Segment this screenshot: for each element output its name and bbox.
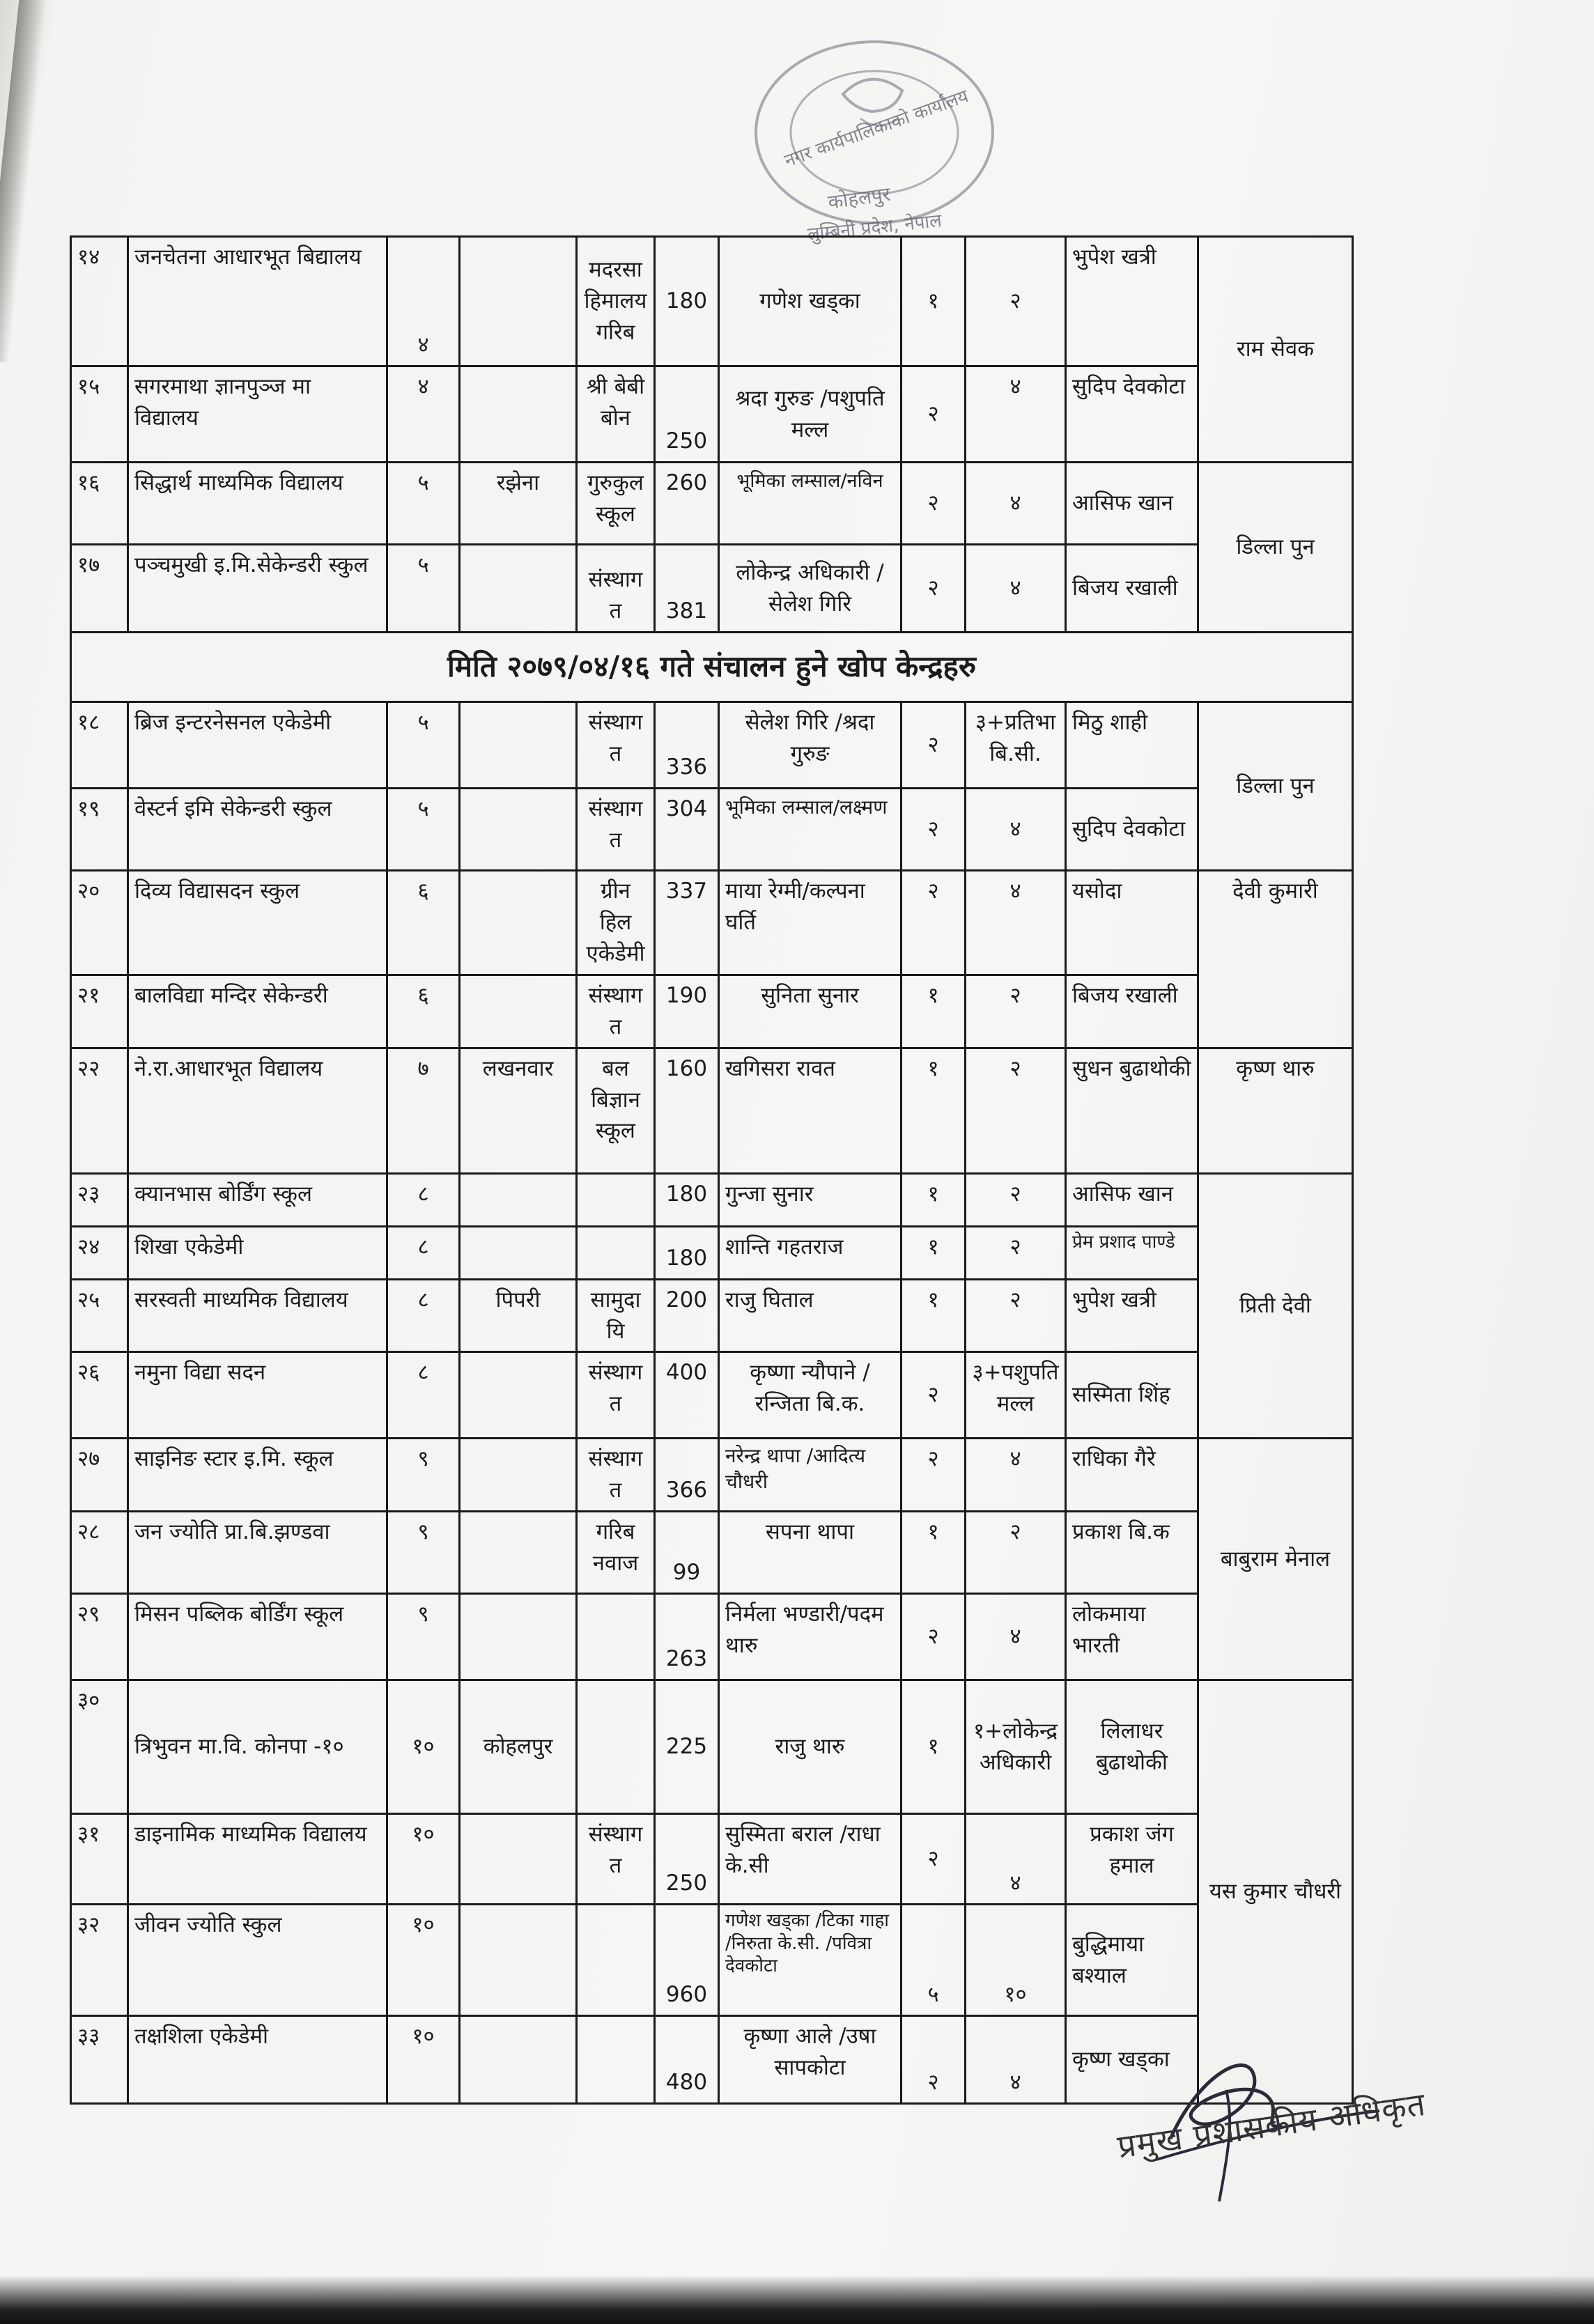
section-heading: मिति २०७९/०४/१६ गते संचालन हुने खोप केन्द्रहरु [71,633,1353,702]
supervisor: भुपेश खत्री [1066,1279,1198,1352]
supervisor: प्रकाश जंग हमाल [1066,1814,1198,1905]
serial-number: १८ [71,702,128,788]
student-count: 250 [655,1814,719,1905]
ward-number: ८ [387,1352,460,1439]
volunteer-count: ३+प्रतिभा बि.सी. [966,702,1066,788]
coordinator: देवी कुमारी [1198,870,1353,1048]
ward-number: १० [387,1680,460,1814]
vaccinator-count: १ [902,1512,966,1594]
municipality-seal-stamp [725,28,1017,258]
ward-number: ९ [387,1512,460,1594]
table-row [71,870,1353,975]
vaccinator-count: २ [902,1352,966,1439]
vaccinator-count: २ [902,1594,966,1680]
supervisor: आसिफ खान [1066,1173,1198,1226]
supervisor: प्रकाश बि.क [1066,1512,1198,1594]
student-count: 336 [655,702,719,788]
vaccinator-count: २ [902,702,966,788]
linked-school: संस्थागत [577,1814,655,1905]
serial-number: १७ [71,545,128,633]
place [460,237,577,366]
school-name: सगरमाथा ज्ञानपुञ्ज मा विद्यालय [128,366,387,463]
student-count: 180 [655,1226,719,1279]
student-count: 381 [655,545,719,633]
place: लखनवार [460,1048,577,1173]
student-count: 366 [655,1439,719,1512]
supervisor: लोकमाया भारती [1066,1594,1198,1680]
serial-number: ३१ [71,1814,128,1905]
school-name: शिखा एकेडेमी [128,1226,387,1279]
vaccinator-count: १ [902,975,966,1048]
vaccinator-names: सुस्मिता बराल /राधा के.सी [719,1814,902,1905]
coordinator: डिल्ला पुन [1198,463,1353,633]
supervisor: आसिफ खान [1066,463,1198,545]
coordinator: बाबुराम मेनाल [1198,1439,1353,1680]
table-row [71,1279,1353,1352]
student-count: 250 [655,366,719,463]
table-row [71,1439,1353,1512]
place [460,870,577,975]
ward-number: ९ [387,1439,460,1512]
school-name: ब्रिज इन्टरनेसनल एकेडेमी [128,702,387,788]
coordinator: प्रिती देवी [1198,1173,1353,1439]
vaccinator-count: २ [902,1814,966,1905]
serial-number: २३ [71,1173,128,1226]
vaccinator-names: कृष्णा न्यौपाने /रन्जिता बि.क. [719,1352,902,1439]
table-row [71,1226,1353,1279]
volunteer-count: ४ [966,463,1066,545]
table-row [71,975,1353,1048]
linked-school [577,1680,655,1814]
school-name: क्यानभास बोर्डिंग स्कूल [128,1173,387,1226]
seal-text-1: नगर कार्यपालिकाको कार्यालय [782,86,972,172]
table-row [71,1905,1353,2016]
school-name: ने.रा.आधारभूत विद्यालय [128,1048,387,1173]
vaccinator-names: गुन्जा सुनार [719,1173,902,1226]
vaccinator-names: नरेन्द्र थापा /आदित्य चौधरी [719,1439,902,1512]
ward-number: ६ [387,870,460,975]
linked-school: गुरुकुल स्कूल [577,463,655,545]
place [460,975,577,1048]
coordinator: डिल्ला पुन [1198,702,1353,870]
school-name: जीवन ज्योति स्कुल [128,1905,387,2016]
place [460,1905,577,2016]
linked-school [577,1173,655,1226]
volunteer-count: १० [966,1905,1066,2016]
student-count: 260 [655,463,719,545]
vaccinator-names: सपना थापा [719,1512,902,1594]
volunteer-count: २ [966,237,1066,366]
serial-number: १५ [71,366,128,463]
table-row [71,1048,1353,1173]
place [460,1439,577,1512]
ward-number: १० [387,1905,460,2016]
serial-number: २० [71,870,128,975]
serial-number: ३३ [71,2016,128,2104]
linked-school [577,2016,655,2104]
supervisor: भुपेश खत्री [1066,237,1198,366]
ward-number: ४ [387,366,460,463]
volunteer-count: ४ [966,366,1066,463]
school-name: दिव्य विद्यासदन स्कुल [128,870,387,975]
volunteer-count: ४ [966,2016,1066,2104]
vaccinator-count: २ [902,1439,966,1512]
serial-number: २८ [71,1512,128,1594]
volunteer-count: २ [966,1512,1066,1594]
seal-text-2: कोहलपुर [826,182,892,214]
supervisor: कृष्ण खड्का [1066,2016,1198,2104]
vaccinator-count: १ [902,1048,966,1173]
school-name: जन ज्योति प्रा.बि.झण्डवा [128,1512,387,1594]
vaccinator-names: भूमिका लम्साल/लक्ष्मण [719,788,902,870]
signatory-title: प्रमुख प्रशासकीय अधिकृत [1115,2084,1428,2166]
student-count: 480 [655,2016,719,2104]
coordinator: यस कुमार चौधरी [1198,1680,1353,2104]
vaccinator-names: सुनिता सुनार [719,975,902,1048]
place [460,1352,577,1439]
serial-number: १९ [71,788,128,870]
table-row [71,237,1353,366]
vaccinator-names: शान्ति गहतराज [719,1226,902,1279]
ward-number: ६ [387,975,460,1048]
school-name: त्रिभुवन मा.वि. कोनपा -१० [128,1680,387,1814]
volunteer-count: २ [966,1279,1066,1352]
volunteer-count: ३+पशुपति मल्ल [966,1352,1066,1439]
student-count: 99 [655,1512,719,1594]
ward-number: ५ [387,788,460,870]
volunteer-count: २ [966,1226,1066,1279]
supervisor: सुधन बुढाथोकी [1066,1048,1198,1173]
student-count: 960 [655,1905,719,2016]
school-name: मिसन पब्लिक बोर्डिंग स्कूल [128,1594,387,1680]
place: कोहलपुर [460,1680,577,1814]
vaccinator-names: राजु घिताल [719,1279,902,1352]
table-row [71,366,1353,463]
ward-number: ५ [387,545,460,633]
school-name: डाइनामिक माध्यमिक विद्यालय [128,1814,387,1905]
place [460,1814,577,1905]
supervisor: यसोदा [1066,870,1198,975]
volunteer-count: ४ [966,870,1066,975]
volunteer-count: २ [966,1173,1066,1226]
ward-number: ४ [387,237,460,366]
vaccinator-names: कृष्णा आले /उषा सापकोटा [719,2016,902,2104]
linked-school: संस्थागत [577,545,655,633]
vaccinator-names: श्रदा गुरुङ /पशुपति मल्ल [719,366,902,463]
coordinator: कृष्ण थारु [1198,1048,1353,1173]
ward-number: ५ [387,702,460,788]
linked-school: श्री बेबी बोन [577,366,655,463]
ward-number: ५ [387,463,460,545]
vaccinator-names: गणेश खड्का [719,237,902,366]
vaccinator-count: १ [902,1173,966,1226]
student-count: 400 [655,1352,719,1439]
supervisor: मिठु शाही [1066,702,1198,788]
ward-number: ८ [387,1173,460,1226]
section-heading-row [71,633,1353,702]
place [460,1512,577,1594]
linked-school [577,1905,655,2016]
page-fold-shadow [0,0,47,362]
serial-number: २७ [71,1439,128,1512]
place: रझेना [460,463,577,545]
volunteer-count: ४ [966,1594,1066,1680]
volunteer-count: ४ [966,1814,1066,1905]
place: पिपरी [460,1279,577,1352]
linked-school: मदरसा हिमालय गरिब [577,237,655,366]
table-row [71,788,1353,870]
supervisor: बिजय रखाली [1066,975,1198,1048]
vaccinator-names: खगिसरा रावत [719,1048,902,1173]
vaccinator-count: २ [902,788,966,870]
serial-number: १६ [71,463,128,545]
vaccinator-names: लोकेन्द्र अधिकारी / सेलेश गिरि [719,545,902,633]
linked-school [577,1594,655,1680]
school-name: सरस्वती माध्यमिक विद्यालय [128,1279,387,1352]
table-row [71,1680,1353,1814]
supervisor: प्रेम प्रशाद पाण्डे [1066,1226,1198,1279]
scan-bottom-shadow [0,2275,1594,2324]
place [460,702,577,788]
place [460,1226,577,1279]
place [460,2016,577,2104]
supervisor: राधिका गैरे [1066,1439,1198,1512]
ward-number: ७ [387,1048,460,1173]
school-name: पञ्चमुखी इ.मि.सेकेन्डरी स्कुल [128,545,387,633]
linked-school [577,1226,655,1279]
table-row [71,1594,1353,1680]
vaccinator-count: ५ [902,1905,966,2016]
vaccinator-count: १ [902,1279,966,1352]
student-count: 180 [655,1173,719,1226]
place [460,788,577,870]
student-count: 225 [655,1680,719,1814]
vaccinator-names: माया रेग्मी/कल्पना घर्ति [719,870,902,975]
serial-number: १४ [71,237,128,366]
student-count: 160 [655,1048,719,1173]
serial-number: २२ [71,1048,128,1173]
place [460,1594,577,1680]
vaccinator-count: २ [902,870,966,975]
serial-number: २६ [71,1352,128,1439]
table-row [71,1173,1353,1226]
school-name: नमुना विद्या सदन [128,1352,387,1439]
linked-school: संस्थागत [577,1352,655,1439]
vaccinator-count: १ [902,1680,966,1814]
place [460,1173,577,1226]
student-count: 180 [655,237,719,366]
volunteer-count: ४ [966,545,1066,633]
volunteer-count: २ [966,1048,1066,1173]
table-row [71,545,1353,633]
linked-school: संस्थागत [577,702,655,788]
vaccinator-names: राजु थारु [719,1680,902,1814]
serial-number: २९ [71,1594,128,1680]
vaccination-centers-table [70,235,1354,2105]
serial-number: ३० [71,1680,128,1814]
linked-school: संस्थागत [577,788,655,870]
serial-number: ३२ [71,1905,128,2016]
vaccinator-count: २ [902,366,966,463]
school-name: वेस्टर्न इमि सेकेन्डरी स्कुल [128,788,387,870]
vaccinator-names: भूमिका लम्साल/नविन [719,463,902,545]
place [460,545,577,633]
seal-text-3: लुम्बिनी प्रदेश, नेपाल [806,210,943,245]
linked-school: ग्रीन हिल एकेडेमी [577,870,655,975]
ward-number: १० [387,2016,460,2104]
ward-number: १० [387,1814,460,1905]
vaccinator-names: गणेश खड्का /टिका गाहा /निरुता के.सी. /पवित्रा देवकोटा [719,1905,902,2016]
table-row [71,463,1353,545]
table-row [71,702,1353,788]
vaccinator-count: २ [902,463,966,545]
student-count: 304 [655,788,719,870]
supervisor: लिलाधर बुढाथोकी [1066,1680,1198,1814]
table-row [71,1512,1353,1594]
linked-school: संस्थागत [577,1439,655,1512]
supervisor: बिजय रखाली [1066,545,1198,633]
ward-number: ८ [387,1279,460,1352]
student-count: 337 [655,870,719,975]
school-name: तक्षशिला एकेडेमी [128,2016,387,2104]
coordinator: राम सेवक [1198,237,1353,463]
ward-number: ८ [387,1226,460,1279]
school-name: सिद्धार्थ माध्यमिक विद्यालय [128,463,387,545]
vaccinator-count: १ [902,1226,966,1279]
supervisor: सुदिप देवकोटा [1066,788,1198,870]
serial-number: २५ [71,1279,128,1352]
vaccinator-names: सेलेश गिरि /श्रदा गुरुङ [719,702,902,788]
table-row [71,1814,1353,1905]
serial-number: २१ [71,975,128,1048]
supervisor: बुद्धिमाया बश्याल [1066,1905,1198,2016]
table-row [71,1352,1353,1439]
linked-school: संस्थागत [577,975,655,1048]
school-name: बालविद्या मन्दिर सेकेन्डरी [128,975,387,1048]
student-count: 263 [655,1594,719,1680]
serial-number: २४ [71,1226,128,1279]
volunteer-count: १+लोकेन्द्र अधिकारी [966,1680,1066,1814]
student-count: 200 [655,1279,719,1352]
linked-school: बल बिज्ञान स्कूल [577,1048,655,1173]
vaccinator-count: २ [902,545,966,633]
supervisor: सस्मिता शिंह [1066,1352,1198,1439]
volunteer-count: ४ [966,788,1066,870]
volunteer-count: ४ [966,1439,1066,1512]
student-count: 190 [655,975,719,1048]
school-name: जनचेतना आधारभूत बिद्यालय [128,237,387,366]
ward-number: ९ [387,1594,460,1680]
supervisor: सुदिप देवकोटा [1066,366,1198,463]
vaccinator-count: १ [902,237,966,366]
volunteer-count: २ [966,975,1066,1048]
vaccinator-count: २ [902,2016,966,2104]
vaccinator-names: निर्मला भण्डारी/पदम थारु [719,1594,902,1680]
place [460,366,577,463]
linked-school: गरिब नवाज [577,1512,655,1594]
school-name: साइनिङ स्टार इ.मि. स्कूल [128,1439,387,1512]
linked-school: सामुदायि [577,1279,655,1352]
